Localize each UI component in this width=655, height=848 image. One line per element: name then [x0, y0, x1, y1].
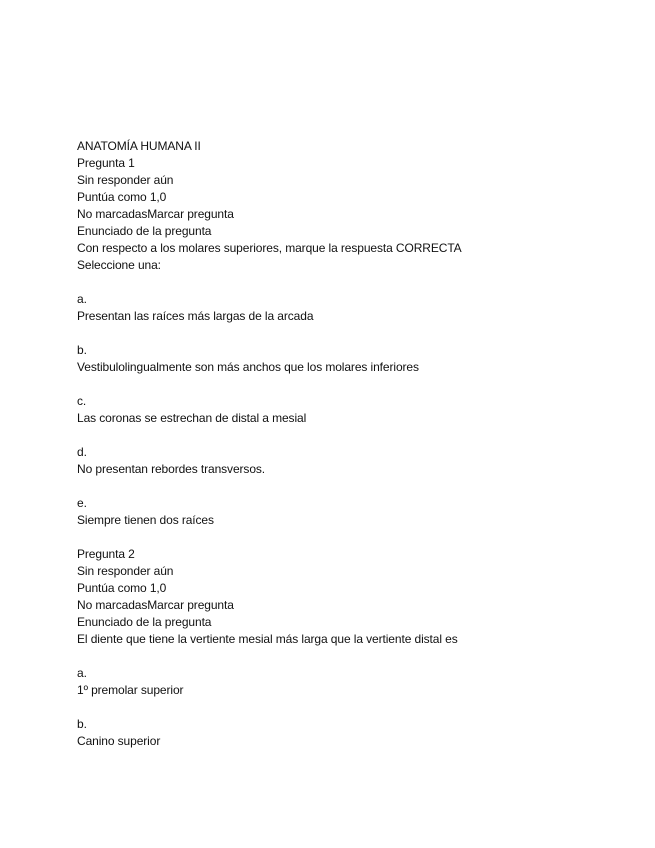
- spacer: [77, 529, 637, 546]
- option-letter: b.: [77, 717, 87, 731]
- option-text: Vestibulolingualmente son más anchos que los molares inferiores: [77, 360, 419, 374]
- option-text: Siempre tienen dos raíces: [77, 513, 214, 527]
- spacer: [77, 376, 637, 393]
- spacer: [77, 274, 637, 291]
- question-state: Sin responder aún: [77, 564, 174, 578]
- question-2: [77, 546, 637, 750]
- option-a: [77, 291, 637, 325]
- option-d: [77, 444, 637, 478]
- option-e: [77, 495, 637, 529]
- statement-label: Enunciado de la pregunta: [77, 615, 212, 629]
- option-letter: a.: [77, 666, 87, 680]
- spacer: [77, 427, 637, 444]
- question-statement: Con respecto a los molares superiores, marque la respuesta CORRECTA: [77, 241, 462, 255]
- spacer: [77, 478, 637, 495]
- spacer: [77, 325, 637, 342]
- question-label: Pregunta 1: [77, 156, 135, 170]
- spacer: [77, 648, 637, 665]
- option-b: [77, 716, 637, 750]
- option-letter: b.: [77, 343, 87, 357]
- spacer: [77, 699, 637, 716]
- option-text: Canino superior: [77, 734, 161, 748]
- option-text: Presentan las raíces más largas de la arcada: [77, 309, 314, 323]
- question-state: Sin responder aún: [77, 173, 174, 187]
- question-flag: No marcadasMarcar pregunta: [77, 598, 234, 612]
- statement-label: Enunciado de la pregunta: [77, 224, 212, 238]
- question-score: Puntúa como 1,0: [77, 581, 167, 595]
- option-a: [77, 665, 637, 699]
- question-1: [77, 155, 637, 529]
- option-b: [77, 342, 637, 376]
- option-text: No presentan rebordes transversos.: [77, 462, 266, 476]
- document-title: ANATOMÍA HUMANA II: [77, 139, 201, 153]
- question-statement: El diente que tiene la vertiente mesial más larga que la vertiente distal es: [77, 632, 458, 646]
- question-score: Puntúa como 1,0: [77, 190, 167, 204]
- option-letter: d.: [77, 445, 87, 459]
- question-prompt: Seleccione una:: [77, 258, 161, 272]
- question-flag: No marcadasMarcar pregunta: [77, 207, 234, 221]
- document-page: [77, 138, 637, 750]
- option-text: Las coronas se estrechan de distal a mesial: [77, 411, 307, 425]
- option-c: [77, 393, 637, 427]
- option-text: 1º premolar superior: [77, 683, 184, 697]
- option-letter: e.: [77, 496, 87, 510]
- question-label: Pregunta 2: [77, 547, 135, 561]
- option-letter: c.: [77, 394, 87, 408]
- option-letter: a.: [77, 292, 87, 306]
